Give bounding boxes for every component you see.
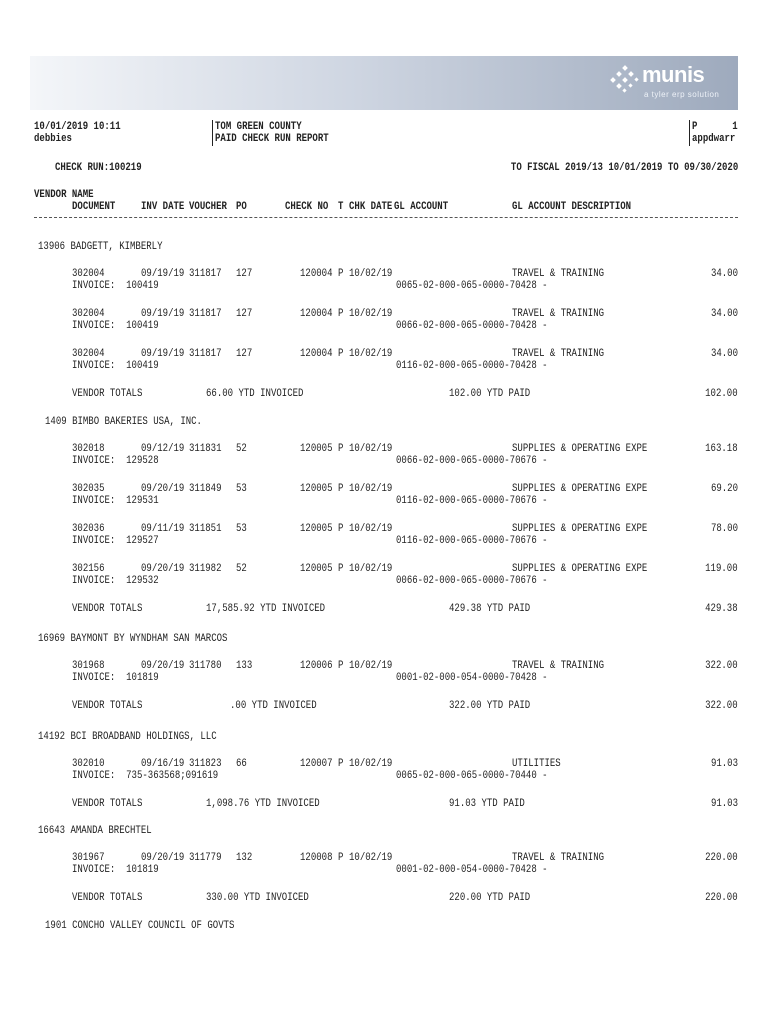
col-t: T (338, 201, 344, 213)
org-name: TOM GREEN COUNTY (215, 121, 302, 133)
check-run: CHECK RUN:100219 (55, 162, 142, 174)
line-check-no: 120005 (300, 523, 333, 535)
vendor-name: 14192 BCI BROADBAND HOLDINGS, LLC (38, 731, 217, 743)
vendor-ytd-invoiced: .00 YTD INVOICED (230, 700, 317, 712)
line-gl-desc: SUPPLIES & OPERATING EXPE (512, 443, 648, 455)
line-po: 52 (236, 563, 247, 575)
vendor-ytd-invoiced: 1,098.76 YTD INVOICED (206, 798, 320, 810)
vendor-totals-label: VENDOR TOTALS (72, 798, 143, 810)
line-t: P (338, 660, 344, 672)
col-inv-date: INV DATE (141, 201, 185, 213)
line-chk-date: 10/02/19 (349, 523, 393, 535)
line-gl-desc: UTILITIES (512, 758, 561, 770)
vendor-ytd-invoiced: 66.00 YTD INVOICED (206, 388, 304, 400)
page-label: P (692, 121, 698, 133)
line-gl-account: 0066-02-000-065-0000-70676 - (396, 575, 548, 587)
vendor-name: 1901 CONCHO VALLEY COUNCIL OF GOVTS (45, 920, 235, 932)
line-voucher: 311817 (189, 268, 222, 280)
line-amount: 163.18 (705, 443, 738, 455)
munis-logo (610, 62, 730, 104)
vendor-ytd-paid: 91.03 YTD PAID (449, 798, 525, 810)
col-voucher: VOUCHER (189, 201, 227, 213)
line-inv-date: 09/20/19 (141, 483, 185, 495)
munis-logo-tagline: a tyler erp solution (644, 90, 720, 99)
line-amount: 220.00 (705, 852, 738, 864)
line-document: 301968 (72, 660, 105, 672)
vendor-ytd-paid: 102.00 YTD PAID (449, 388, 531, 400)
line-inv-date: 09/20/19 (141, 563, 185, 575)
line-gl-desc: SUPPLIES & OPERATING EXPE (512, 563, 648, 575)
line-t: P (338, 758, 344, 770)
line-inv-date: 09/16/19 (141, 758, 185, 770)
line-invoice: INVOICE: 101819 (72, 864, 159, 876)
vendor-totals-label: VENDOR TOTALS (72, 700, 143, 712)
vendor-total-amount: 429.38 (705, 603, 738, 615)
vendor-ytd-paid: 429.38 YTD PAID (449, 603, 531, 615)
line-gl-desc: SUPPLIES & OPERATING EXPE (512, 523, 648, 535)
line-po: 53 (236, 523, 247, 535)
line-gl-account: 0065-02-000-065-0000-70428 - (396, 280, 548, 292)
line-gl-account: 0116-02-000-065-0000-70676 - (396, 495, 548, 507)
line-po: 127 (236, 308, 253, 320)
report-banner (30, 56, 738, 110)
line-chk-date: 10/02/19 (349, 852, 393, 864)
line-document: 302156 (72, 563, 105, 575)
line-chk-date: 10/02/19 (349, 348, 393, 360)
vendor-ytd-invoiced: 17,585.92 YTD INVOICED (206, 603, 326, 615)
line-inv-date: 09/19/19 (141, 268, 185, 280)
line-gl-desc: SUPPLIES & OPERATING EXPE (512, 483, 648, 495)
line-po: 133 (236, 660, 253, 672)
vendor-ytd-invoiced: 330.00 YTD INVOICED (206, 892, 309, 904)
line-check-no: 120006 (300, 660, 333, 672)
line-amount: 34.00 (710, 348, 738, 360)
line-gl-desc: TRAVEL & TRAINING (512, 660, 605, 672)
vendor-total-amount: 220.00 (705, 892, 738, 904)
line-voucher: 311851 (189, 523, 222, 535)
line-po: 127 (236, 348, 253, 360)
line-amount: 91.03 (710, 758, 738, 770)
line-gl-desc: TRAVEL & TRAINING (512, 308, 605, 320)
line-po: 127 (236, 268, 253, 280)
col-gl-account: GL ACCOUNT (394, 201, 449, 213)
line-voucher: 311982 (189, 563, 222, 575)
line-invoice: INVOICE: 129527 (72, 535, 159, 547)
line-t: P (338, 308, 344, 320)
line-inv-date: 09/20/19 (141, 852, 185, 864)
line-inv-date: 09/20/19 (141, 660, 185, 672)
munis-logo-wordmark: munis (642, 62, 705, 87)
line-document: 302035 (72, 483, 105, 495)
line-t: P (338, 523, 344, 535)
line-gl-account: 0001-02-000-054-0000-70428 - (396, 864, 548, 876)
line-document: 302004 (72, 348, 105, 360)
line-t: P (338, 443, 344, 455)
line-document: 302010 (72, 758, 105, 770)
line-t: P (338, 852, 344, 864)
line-gl-account: 0116-02-000-065-0000-70428 - (396, 360, 548, 372)
line-invoice: INVOICE: 100419 (72, 280, 159, 292)
line-chk-date: 10/02/19 (349, 268, 393, 280)
line-gl-desc: TRAVEL & TRAINING (512, 348, 605, 360)
line-invoice: INVOICE: 101819 (72, 672, 159, 684)
line-gl-desc: TRAVEL & TRAINING (512, 852, 605, 864)
line-amount: 69.20 (710, 483, 738, 495)
line-invoice: INVOICE: 100419 (72, 320, 159, 332)
line-check-no: 120005 (300, 483, 333, 495)
line-chk-date: 10/02/19 (349, 758, 393, 770)
page-number: 1 (732, 121, 738, 133)
line-document: 302004 (72, 268, 105, 280)
line-invoice: INVOICE: 129532 (72, 575, 159, 587)
header-divider-right (689, 120, 690, 146)
report-title: PAID CHECK RUN REPORT (215, 133, 329, 145)
line-inv-date: 09/11/19 (141, 523, 185, 535)
vendor-name: 16643 AMANDA BRECHTEL (38, 825, 152, 837)
line-invoice: INVOICE: 735-363568;091619 (72, 770, 219, 782)
line-amount: 322.00 (705, 660, 738, 672)
line-t: P (338, 268, 344, 280)
vendor-ytd-paid: 322.00 YTD PAID (449, 700, 531, 712)
report-user: debbies (34, 133, 72, 145)
line-amount: 34.00 (710, 308, 738, 320)
line-t: P (338, 348, 344, 360)
line-voucher: 311823 (189, 758, 222, 770)
line-inv-date: 09/19/19 (141, 308, 185, 320)
line-amount: 78.00 (710, 523, 738, 535)
col-check-no: CHECK NO (285, 201, 329, 213)
line-check-no: 120004 (300, 268, 333, 280)
line-chk-date: 10/02/19 (349, 443, 393, 455)
line-chk-date: 10/02/19 (349, 563, 393, 575)
line-check-no: 120008 (300, 852, 333, 864)
line-document: 302036 (72, 523, 105, 535)
program-name: appdwarr (692, 133, 736, 145)
line-check-no: 120004 (300, 348, 333, 360)
col-document: DOCUMENT (72, 201, 116, 213)
report-datetime: 10/01/2019 10:11 (34, 121, 121, 133)
line-document: 302004 (72, 308, 105, 320)
line-document: 302018 (72, 443, 105, 455)
line-voucher: 311849 (189, 483, 222, 495)
line-voucher: 311817 (189, 348, 222, 360)
line-gl-account: 0066-02-000-065-0000-70676 - (396, 455, 548, 467)
line-inv-date: 09/12/19 (141, 443, 185, 455)
vendor-ytd-paid: 220.00 YTD PAID (449, 892, 531, 904)
line-po: 52 (236, 443, 247, 455)
line-po: 53 (236, 483, 247, 495)
fiscal-range: TO FISCAL 2019/13 10/01/2019 TO 09/30/2020 (510, 162, 738, 174)
line-voucher: 311779 (189, 852, 222, 864)
line-voucher: 311831 (189, 443, 222, 455)
line-voucher: 311817 (189, 308, 222, 320)
line-po: 132 (236, 852, 253, 864)
col-gl-desc: GL ACCOUNT DESCRIPTION (512, 201, 632, 213)
vendor-name: 13906 BADGETT, KIMBERLY (38, 241, 163, 253)
line-check-no: 120005 (300, 563, 333, 575)
col-chk-date: CHK DATE (349, 201, 393, 213)
line-invoice: INVOICE: 129528 (72, 455, 159, 467)
line-po: 66 (236, 758, 247, 770)
line-invoice: INVOICE: 129531 (72, 495, 159, 507)
col-vendor-name: VENDOR NAME (34, 189, 94, 201)
vendor-total-amount: 322.00 (705, 700, 738, 712)
vendor-name: 16969 BAYMONT BY WYNDHAM SAN MARCOS (38, 633, 228, 645)
line-gl-account: 0065-02-000-065-0000-70440 - (396, 770, 548, 782)
munis-logo-icon (610, 64, 640, 94)
vendor-totals-label: VENDOR TOTALS (72, 603, 143, 615)
line-document: 301967 (72, 852, 105, 864)
line-gl-desc: TRAVEL & TRAINING (512, 268, 605, 280)
line-t: P (338, 563, 344, 575)
line-amount: 34.00 (710, 268, 738, 280)
line-chk-date: 10/02/19 (349, 660, 393, 672)
vendor-total-amount: 102.00 (705, 388, 738, 400)
line-chk-date: 10/02/19 (349, 308, 393, 320)
header-divider-left (212, 120, 213, 146)
vendor-totals-label: VENDOR TOTALS (72, 892, 143, 904)
line-check-no: 120004 (300, 308, 333, 320)
line-gl-account: 0116-02-000-065-0000-70676 - (396, 535, 548, 547)
line-inv-date: 09/19/19 (141, 348, 185, 360)
header-rule (34, 217, 738, 218)
line-gl-account: 0066-02-000-065-0000-70428 - (396, 320, 548, 332)
line-voucher: 311780 (189, 660, 222, 672)
line-check-no: 120005 (300, 443, 333, 455)
line-chk-date: 10/02/19 (349, 483, 393, 495)
vendor-total-amount: 91.03 (710, 798, 738, 810)
col-po: PO (236, 201, 247, 213)
line-t: P (338, 483, 344, 495)
line-gl-account: 0001-02-000-054-0000-70428 - (396, 672, 548, 684)
vendor-totals-label: VENDOR TOTALS (72, 388, 143, 400)
vendor-name: 1409 BIMBO BAKERIES USA, INC. (45, 416, 202, 428)
line-check-no: 120007 (300, 758, 333, 770)
line-invoice: INVOICE: 100419 (72, 360, 159, 372)
line-amount: 119.00 (705, 563, 738, 575)
